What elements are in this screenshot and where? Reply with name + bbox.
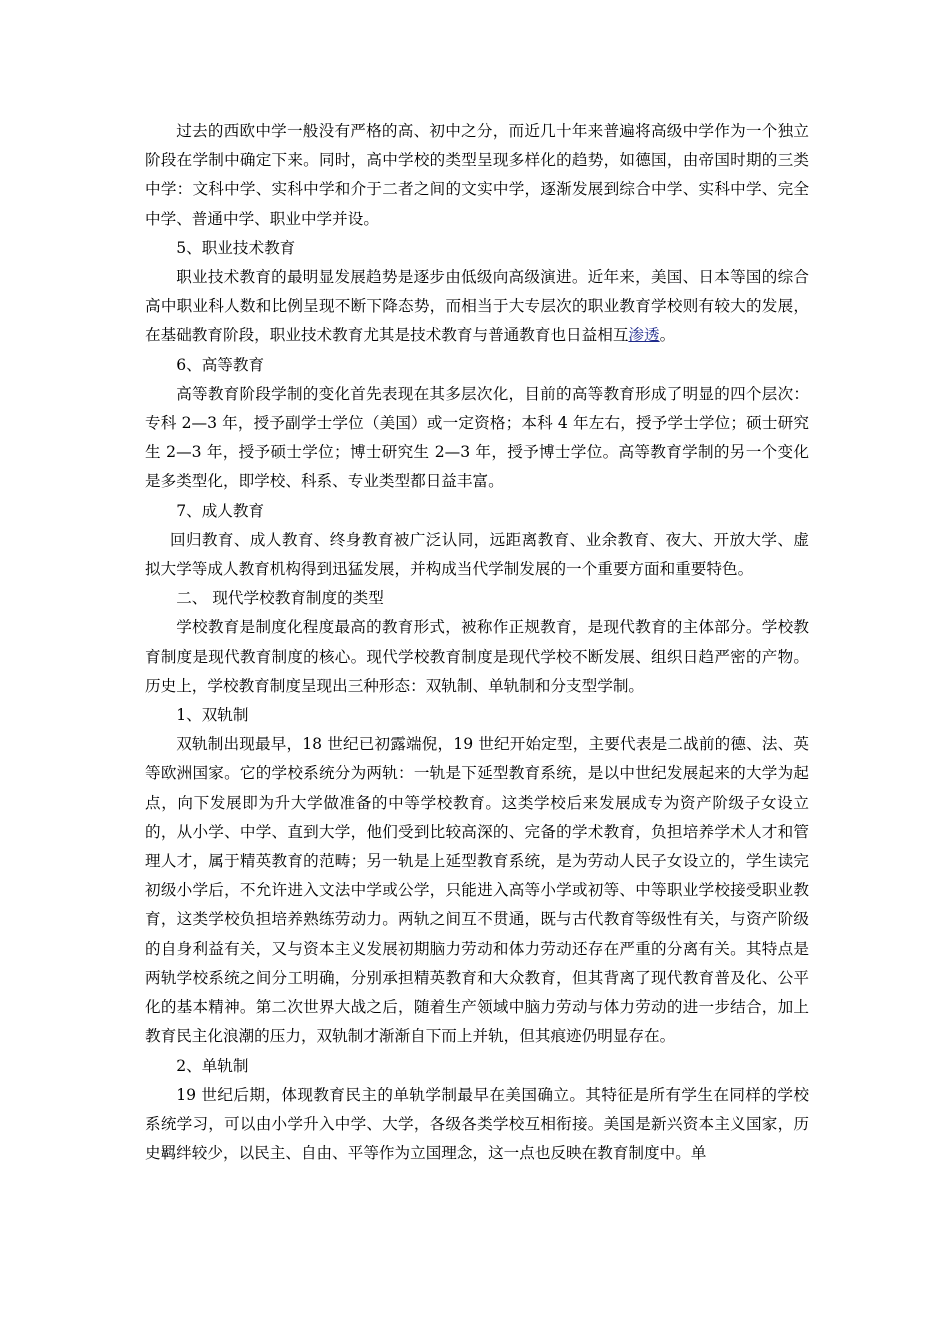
heading-vocational-education: 5、职业技术教育 [176, 238, 296, 257]
heading-adult-education: 7、成人教育 [176, 501, 265, 520]
paragraph-vocational-text: 职业技术教育的最明显发展趋势是逐步由低级向高级演进。近年来，美国、日本等国的综合高中职业科人数和比例呈现不断下降态势，而相当于大专层次的职业教育学校则有较大的发展，在基础教育阶段，职业技术教育尤其是技术教育与普通教育也日益相互 [145, 268, 809, 345]
paragraph-dual-track: 双轨制出现最早，18 世纪已初露端倪，19 世纪开始定型，主要代表是二战前的德、法、英等欧洲国家。它的学校系统分为两轨：一轨是下延型教育系统，是以中世纪发展起来的大学为起点，向下发展即为升大学做准备的中等学校教育。这类学校后来发展成专为资产阶级子女设立的，从小学、中学、直到大学，他们受到比较高深的、完备的学术教育，负担培养学术人才和管理人才，属于精英教育的范畴；另一轨是上延型教育系统，是为劳动人民子女设立的，学生读完初级小学后，不允许进入文法中学或公学，只能进入高等小学或初等、中等职业学校接受职业教育，这类学校负担培养熟练劳动力。两轨之间互不贯通，既与古代教育等级性有关，与资产阶级的自身利益有关，又与资本主义发展初期脑力劳动和体力劳动还存在严重的分离有关。其特点是两轨学校系统之间分工明确，分别承担精英教育和大众教育，但其背离了现代教育普及化、公平化的基本精神。第二次世界大战之后，随着生产领域中脑力劳动与体力劳动的进一步结合，加上教育民主化浪潮的压力，双轨制才渐渐自下而上并轨，但其痕迹仍明显存在。 [145, 735, 809, 1046]
paragraph-western-secondary: 过去的西欧中学一般没有严格的高、初中之分，而近几十年来普遍将高级中学作为一个独立阶段在学制中确定下来。同时，高中学校的类型呈现多样化的趋势，如德国，由帝国时期的三类中学：文科中学、实科中学和介于二者之间的文实中学，逐渐发展到综合中学、实科中学、完全中学、普通中学、职业中学并设。 [145, 122, 809, 228]
document-page [145, 117, 809, 1168]
paragraph-adult-education: 回归教育、成人教育、终身教育被广泛认同，远距离教育、业余教育、夜大、开放大学、虚拟大学等成人教育机构得到迅猛发展，并构成当代学制发展的一个重要方面和重要特色。 [145, 530, 809, 579]
paragraph-higher-education: 高等教育阶段学制的变化首先表现在其多层次化，目前的高等教育形成了明显的四个层次：专科 2—3 年，授予副学士学位（美国）或一定资格；本科 4 年左右，授予学士学位；硕士研究生 2—3 年，授予硕士学位；博士研究生 2—3 年，授予博士学位。高等教育学制的另一个变化是多类型化，即学校、科系、专业类型都日益丰富。 [145, 384, 809, 491]
heading-higher-education: 6、高等教育 [176, 355, 265, 374]
heading-school-system-types: 二、 现代学校教育制度的类型 [176, 589, 384, 608]
paragraph-vocational-education [145, 263, 809, 351]
link-shentou[interactable]: 渗透 [628, 326, 660, 345]
paragraph-vocational-end: 。 [659, 326, 676, 345]
heading-single-track: 2、单轨制 [176, 1056, 249, 1075]
heading-dual-track: 1、双轨制 [176, 706, 249, 725]
paragraph-school-system: 学校教育是制度化程度最高的教育形式，被称作正规教育，是现代教育的主体部分。学校教育制度是现代教育制度的核心。现代学校教育制度是现代学校不断发展、组织日趋严密的产物。历史上，学校教育制度呈现出三种形态：双轨制、单轨制和分支型学制。 [145, 618, 809, 695]
paragraph-single-track: 19 世纪后期，体现教育民主的单轨学制最早在美国确立。其特征是所有学生在同样的学校系统学习，可以由小学升入中学、大学，各级各类学校互相衔接。美国是新兴资本主义国家，历史羁绊较少，以民主、自由、平等作为立国理念，这一点也反映在教育制度中。单 [145, 1085, 809, 1163]
